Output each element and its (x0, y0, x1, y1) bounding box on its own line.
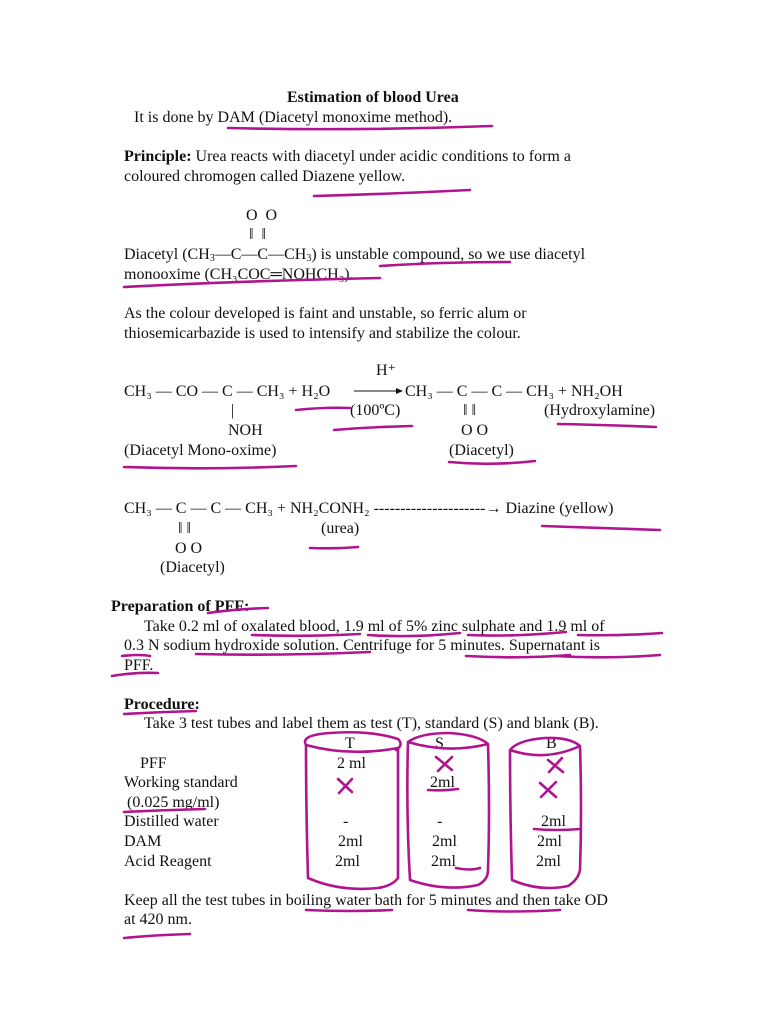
cell-distilled-water-b: 2ml (541, 813, 566, 830)
reaction1-catalyst: H⁺ (376, 362, 396, 379)
underline-hydroxylamine (558, 424, 656, 427)
row-label-pff: PFF (140, 755, 167, 772)
reaction1-branch-bond: | (231, 402, 235, 419)
cell-pff-t: 2 ml (337, 755, 366, 772)
underline-acid-s (456, 868, 480, 870)
procedure-heading: Procedure: (124, 696, 200, 713)
principle-heading: Principle: (124, 148, 192, 165)
page-title: Estimation of blood Urea (287, 89, 459, 106)
reaction1-product-oxygens: O O (461, 422, 489, 439)
underline-5-minutes (466, 655, 570, 657)
reaction1-reactant: CH₃ — CO — C — CH₃ + H₂O (124, 383, 331, 400)
reaction2-bonds: ‖ ‖ (178, 520, 191, 537)
colour-note-line-1: As the colour developed is faint and unstable, so ferric alum or (124, 305, 527, 322)
column-header-b: B (546, 735, 557, 752)
cross-standard-t (338, 779, 352, 793)
underline-boiling-water (306, 910, 392, 911)
underline-diacetyl-label (449, 461, 535, 464)
pff-line-3: PFF. (124, 657, 154, 674)
reaction2-diacetyl-label: (Diacetyl) (160, 559, 225, 576)
principle-paragraph (124, 148, 571, 166)
reaction1-product-label: (Diacetyl) (449, 442, 514, 459)
row-label-working-standard: Working standard (124, 774, 238, 791)
row-label-concentration: (0.025 mg/ml) (127, 794, 220, 811)
subscript-3: 3 (306, 253, 312, 264)
procedure-final-line-1: Keep all the test tubes in boiling water bath for 5 minutes and then take OD (124, 892, 608, 909)
underline-supernatant (554, 655, 660, 657)
cell-dam-t: 2ml (338, 833, 363, 850)
principle-line-1: Urea reacts with diacetyl under acidic conditions to form a (195, 148, 571, 165)
diacetyl-line-1 (124, 246, 585, 268)
cell-dam-s: 2ml (432, 833, 457, 850)
intro-line: It is done by DAM (Diacetyl monoxime method). (134, 109, 453, 126)
reaction1-product-bonds: ‖ ‖ (463, 402, 476, 419)
diacetyl-formula-end: ) is unstable compound, so we use diacetyl (311, 246, 586, 263)
underline-urea (310, 547, 358, 548)
colour-note-line-2: thiosemicarbazide is used to intensify and stabilize the colour. (124, 325, 521, 342)
underline-5-minutes-final (468, 910, 560, 912)
row-label-dam: DAM (124, 833, 162, 850)
underline-420nm (124, 934, 190, 938)
reaction2-oxygens: O O (175, 540, 203, 557)
column-header-s: S (435, 735, 444, 752)
underline-diazine (542, 526, 660, 530)
reaction2-urea-label: (urea) (321, 520, 360, 537)
cell-acid-reagent-s: 2ml (431, 853, 456, 870)
cell-dam-b: 2ml (537, 833, 562, 850)
cross-pff-s (436, 757, 452, 771)
reaction1-branch-group: NOH (228, 422, 263, 439)
reaction1-product-note: (Hydroxylamine) (544, 402, 656, 419)
reaction2-equation: CH₃ — C — C — CH₃ + NH₂CONH₂ ---------------------→ Diazine (yellow) (124, 500, 614, 517)
cell-working-standard-s: 2ml (430, 774, 455, 791)
pff-line-2: 0.3 N sodium hydroxide solution. Centrifuge for 5 minutes. Supernatant is (124, 637, 600, 654)
row-label-distilled-water: Distilled water (124, 813, 219, 830)
diacetyl-formula-start: Diacetyl (CH (124, 246, 210, 263)
cell-distilled-water-s: - (437, 813, 443, 830)
pff-line-1: Take 0.2 ml of oxalated blood, 1.9 ml of 5% zinc sulphate and 1.9 ml of (144, 618, 605, 635)
column-header-t: T (345, 735, 355, 752)
reaction1-product: CH₃ — C — C — CH₃ + NH₂OH (405, 383, 623, 400)
diacetyl-oxygens: O O (246, 207, 280, 224)
principle-line-2: coloured chromogen called Diazene yellow. (124, 168, 406, 185)
cross-pff-b (548, 758, 563, 772)
cell-distilled-water-t: - (343, 813, 349, 830)
subscript-3: 3 (209, 253, 215, 264)
pff-heading: Preparation of PFF: (111, 598, 250, 615)
diacetyl-double-bonds: ‖ ‖ (249, 226, 268, 243)
underline-water (296, 408, 350, 410)
row-label-acid-reagent: Acid Reagent (124, 853, 212, 870)
cross-standard-b (540, 782, 556, 797)
underline-condition (334, 426, 412, 430)
procedure-final-line-2: at 420 nm. (124, 911, 192, 928)
reaction1-reactant-label: (Diacetyl Mono-oxime) (124, 442, 277, 459)
procedure-line-1: Take 3 test tubes and label them as test (T), standard (S) and blank (B). (144, 715, 599, 732)
reaction1-condition: (100ºC) (350, 402, 401, 419)
diacetyl-formula-chain: —C—C—CH (214, 246, 307, 263)
underline-diazene-yellow (314, 190, 470, 196)
underline-mono-oxime-label (124, 466, 296, 468)
diacetyl-line-2: monooxime (CH₃COC═NOHCH₃). (124, 266, 354, 283)
cell-acid-reagent-t: 2ml (335, 853, 360, 870)
cell-acid-reagent-b: 2ml (536, 853, 561, 870)
